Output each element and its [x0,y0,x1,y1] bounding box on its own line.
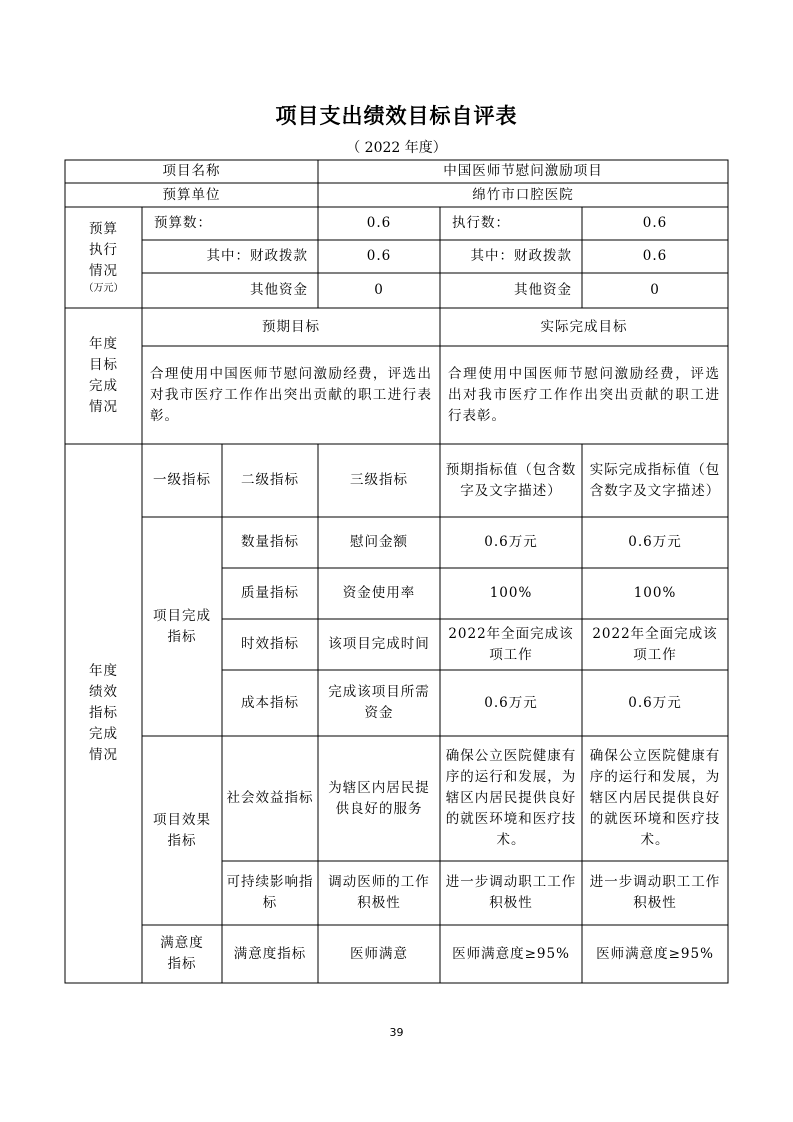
other-funds-budget-value: 0 [374,282,384,298]
fiscal-budget-value: 0.6 [366,248,392,264]
table-row-level2: 社会效益指标 [226,790,314,806]
table-row-expected: 2022年全面完成该项工作 [448,625,574,663]
table-row-level2: 质量指标 [241,585,299,601]
fiscal-executed-value: 0.6 [642,248,668,264]
page-number: 39 [389,1026,404,1039]
table-row-actual: 2022年全面完成该项工作 [592,625,718,663]
table-row-level2: 时效指标 [241,636,299,652]
actual-value-header: 实际完成指标值（包含数字及文字描述） [589,461,721,499]
table-row-level3: 资金使用率 [342,585,416,601]
executed-amount-value: 0.6 [642,215,668,231]
table-row-actual: 100% [633,585,677,601]
table-row-level3: 为辖区内居民提供良好的服务 [328,779,430,817]
table-row-level3: 医师满意 [350,945,408,962]
performance-section-label: 年度 绩效 指标 完成 情况 [89,663,118,763]
table-row-level2: 满意度指标 [233,945,307,962]
actual-goal-text: 合理使用中国医师节慰问激励经费，评选出对我市医疗工作作出突出贡献的职工进行表彰。 [448,366,720,424]
table-row-actual: 0.6万元 [628,534,682,550]
year-label: （ 2022 年度） [346,140,447,156]
table-row-level3: 完成该项目所需资金 [328,684,430,721]
level3-header: 三级指标 [350,472,408,488]
table-row-expected: 0.6万元 [484,694,538,711]
effect-indicator-group: 项目效果 指标 [153,811,211,849]
table-row-actual: 确保公立医院健康有序的运行和发展，为辖区内居民提供良好的就医环境和医疗技术。 [589,748,721,848]
fiscal-budget-label: 其中：财政拨款 [206,248,308,264]
table-row-expected: 0.6万元 [484,534,538,550]
table-row-expected: 进一步调动职工工作积极性 [445,874,577,911]
table-row-expected: 100% [489,585,533,601]
budget-unit-note: （万元） [83,283,124,294]
annual-goals-section-label: 年度 目标 完成 情况 [89,336,118,415]
fiscal-executed-label: 其中：财政拨款 [470,248,572,264]
table-row-actual: 进一步调动职工工作积极性 [589,874,721,911]
project-name-label: 项目名称 [162,163,221,179]
table-row-level3: 慰问金额 [350,534,408,550]
table-row-level2: 可持续影响指标 [226,874,314,911]
table-row-level2: 成本指标 [241,694,299,711]
budget-unit-label: 预算单位 [162,186,221,203]
document-title: 项目支出绩效目标自评表 [275,104,518,128]
expected-goal-text: 合理使用中国医师节慰问激励经费，评选出对我市医疗工作作出突出贡献的职工进行表彰。 [150,366,432,424]
other-funds-label: 其他资金 [250,282,308,298]
level2-header: 二级指标 [241,472,299,488]
completion-indicator-group: 项目完成 指标 [153,607,211,645]
level1-header: 一级指标 [153,472,211,488]
table-row-actual: 0.6万元 [628,694,682,711]
other-funds-executed-value: 0 [650,282,660,298]
table-row-level2: 数量指标 [241,534,299,550]
budget-section-header [65,207,142,308]
table-row-level3: 调动医师的工作积极性 [328,874,430,911]
table-row-actual: 医师满意度≥95% [596,945,714,962]
executed-amount-label: 执行数： [452,215,510,231]
table-row-expected: 确保公立医院健康有序的运行和发展，为辖区内居民提供良好的就医环境和医疗技术。 [445,748,577,848]
other-funds-executed-label: 其他资金 [514,282,572,298]
actual-goal-header: 实际完成目标 [540,318,628,335]
expected-value-header: 预期指标值（包含数字及文字描述） [445,461,577,499]
expected-goal-header: 预期目标 [262,318,320,335]
table-row-level3: 该项目完成时间 [328,636,430,652]
budget-amount-value: 0.6 [366,215,392,231]
budget-section-label: 预算 执行 情况 [89,221,118,279]
budget-amount-label: 预算数： [154,215,212,231]
budget-unit-value: 绵竹市口腔医院 [472,186,574,203]
project-name-value: 中国医师节慰问激励项目 [443,163,603,179]
satisfaction-indicator-group: 满意度 指标 [160,935,204,972]
table-row-expected: 医师满意度≥95% [452,945,570,962]
